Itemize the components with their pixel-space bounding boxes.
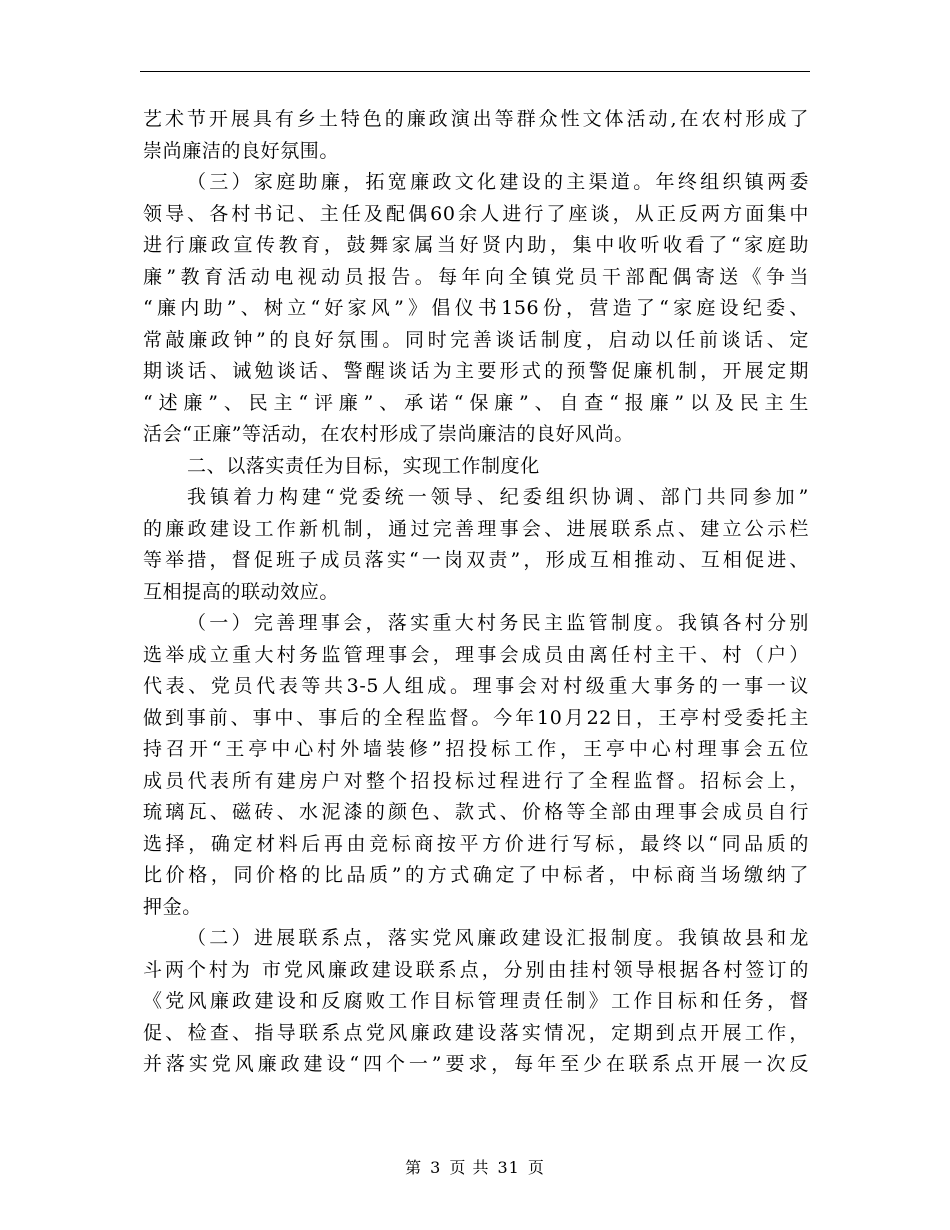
text-line: 琉璃瓦、磁砖、水泥漆的颜色、款式、价格等全部由理事会成员自行 [143,801,809,823]
text-line: 艺术节开展具有乡土特色的廉政演出等群众性文体活动,在农村形成了 [143,108,809,130]
text-line: 互相提高的联动效应。 [143,580,340,603]
text-line: 活会“正廉”等活动，在农村形成了崇尚廉洁的良好风尚。 [143,423,635,445]
text-line: 斗两个村为 市党风廉政建设联系点，分别由挂村领导根据各村签订的 [143,958,809,981]
text-line: 押金。 [143,895,202,918]
text-line: （二）进展联系点，落实党风廉政建设汇报制度。我镇故县和龙 [187,927,809,949]
text-line: 等举措，督促班子成员落实“一岗双责”，形成互相推动、互相促进、 [143,549,809,571]
text-line: 选举成立重大村务监管理事会，理事会成员由离任村主干、村（户） [143,643,809,666]
text-line: 崇尚廉洁的良好氛围。 [143,139,340,162]
text-line: 期谈话、诫勉谈话、警醒谈话为主要形式的预警促廉机制，开展定期 [143,360,809,382]
text-line: 促、检查、指导联系点党风廉政建设落实情况，定期到点开展工作， [143,1021,809,1044]
text-line: 《党风廉政建设和反腐败工作目标管理责任制》工作目标和任务，督 [143,990,809,1012]
text-line: “述廉”、民主“评廉”、承诺“保廉”、自查“报廉”以及民主生 [143,391,809,414]
footer-suffix: 页 [527,1158,545,1177]
text-line: “廉内助”、树立“好家风”》倡仪书156份，营造了“家庭设纪委、 [143,297,809,319]
footer-prefix: 第 [405,1158,423,1177]
page-footer [0,1155,950,1178]
text-line: 廉”教育活动电视动员报告。每年向全镇党员干部配偶寄送《争当 [143,265,809,288]
text-line: 并落实党风廉政建设“四个一”要求，每年至少在联系点开展一次反 [143,1053,809,1075]
text-line: 进行廉政宣传教育，鼓舞家属当好贤内助，集中收听收看了“家庭助 [143,234,809,256]
text-line: 常敲廉政钟”的良好氛围。同时完善谈话制度，启动以任前谈话、定 [143,328,809,351]
text-line: （一）完善理事会，落实重大村务民主监管制度。我镇各村分别 [187,612,809,634]
text-line: 的廉政建设工作新机制，通过完善理事会、进展联系点、建立公示栏 [143,517,809,540]
header-rule [140,71,810,72]
text-line: 持召开“王亭中心村外墙装修”招投标工作，王亭中心村理事会五位 [143,738,809,760]
text-line: 二、以落实责任为目标，实现工作制度化 [187,454,540,477]
text-line: 做到事前、事中、事后的全程监督。今年10月22日，王亭村受委托主 [143,706,809,729]
document-body [143,104,809,1081]
text-line: （三）家庭助廉，拓宽廉政文化建设的主渠道。年终组织镇两委 [187,171,809,193]
footer-middle: 页 共 [449,1158,490,1177]
current-page-number: 3 [430,1158,442,1177]
text-line: 领导、各村书记、主任及配偶60余人进行了座谈，从正反两方面集中 [143,202,809,225]
text-line: 比价格，同价格的比品质”的方式确定了中标者，中标商当场缴纳了 [143,864,809,886]
text-line: 选择，确定材料后再由竞标商按平方价进行写标，最终以“同品质的 [143,832,809,855]
total-pages-number: 31 [497,1158,520,1177]
text-line: 我镇着力构建“党委统一领导、纪委组织协调、部门共同参加” [187,486,809,508]
text-line: 成员代表所有建房户对整个招投标过程进行了全程监督。招标会上， [143,769,809,792]
text-line: 代表、党员代表等共3-5人组成。理事会对村级重大事务的一事一议 [143,675,809,697]
